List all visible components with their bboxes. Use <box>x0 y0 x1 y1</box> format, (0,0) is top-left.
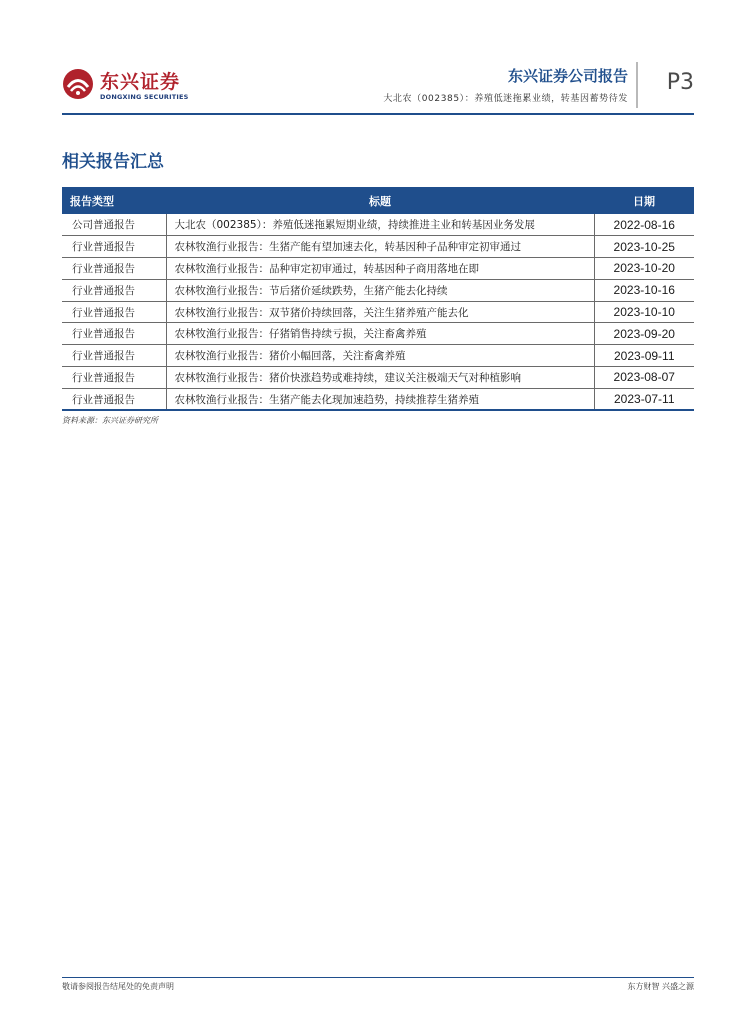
cell-report-date: 2023-09-20 <box>594 323 694 345</box>
cell-report-type: 公司普通报告 <box>62 214 166 236</box>
cell-report-type: 行业普通报告 <box>62 301 166 323</box>
cell-report-type: 行业普通报告 <box>62 345 166 367</box>
cell-report-date: 2022-08-16 <box>594 214 694 236</box>
footer-rule <box>62 977 694 978</box>
cell-report-type: 行业普通报告 <box>62 388 166 410</box>
section-title: 相关报告汇总 <box>62 152 164 172</box>
column-header-type: 报告类型 <box>62 187 166 214</box>
cell-report-title: 农林牧渔行业报告：猪价快涨趋势或难持续，建议关注极端天气对种植影响 <box>166 367 594 389</box>
cell-report-date: 2023-10-10 <box>594 301 694 323</box>
column-header-date: 日期 <box>594 187 694 214</box>
cell-report-type: 行业普通报告 <box>62 258 166 280</box>
table-row <box>62 388 694 410</box>
cell-report-title: 农林牧渔行业报告：生猪产能去化现加速趋势，持续推荐生猪养殖 <box>166 388 594 410</box>
cell-report-title: 农林牧渔行业报告：猪价小幅回落，关注畜禽养殖 <box>166 345 594 367</box>
cell-report-title: 农林牧渔行业报告：品种审定初审通过，转基因种子商用落地在即 <box>166 258 594 280</box>
table-row <box>62 236 694 258</box>
cell-report-date: 2023-10-20 <box>594 258 694 280</box>
table-row <box>62 258 694 280</box>
company-logo <box>62 66 222 108</box>
data-source-note: 资料来源：东兴证券研究所 <box>62 416 158 425</box>
table-row <box>62 345 694 367</box>
report-subtitle: 大北农（002385）：养殖低迷拖累业绩，转基因蓄势待发 <box>383 94 628 104</box>
cell-report-type: 行业普通报告 <box>62 279 166 301</box>
table-row <box>62 367 694 389</box>
cell-report-date: 2023-07-11 <box>594 388 694 410</box>
cell-report-date: 2023-08-07 <box>594 367 694 389</box>
table-header-row <box>62 187 694 214</box>
dongxing-logo-icon <box>62 68 94 100</box>
logo-chinese-name: 东兴证券 <box>100 71 181 93</box>
cell-report-title: 农林牧渔行业报告：双节猪价持续回落，关注生猪养殖产能去化 <box>166 301 594 323</box>
report-type-title: 东兴证券公司报告 <box>507 67 628 85</box>
disclaimer-note: 敬请参阅报告结尾处的免责声明 <box>62 982 174 991</box>
cell-report-date: 2023-10-25 <box>594 236 694 258</box>
table-row <box>62 323 694 345</box>
cell-report-title: 农林牧渔行业报告：节后猪价延续跌势，生猪产能去化持续 <box>166 279 594 301</box>
column-header-title: 标题 <box>166 187 594 214</box>
logo-english-name: DONGXING SECURITIES <box>100 93 189 101</box>
cell-report-title: 大北农（002385）：养殖低迷拖累短期业绩，持续推进主业和转基因业务发展 <box>166 214 594 236</box>
cell-report-title: 农林牧渔行业报告：仔猪销售持续亏损，关注畜禽养殖 <box>166 323 594 345</box>
page-number: P3 <box>666 70 694 95</box>
cell-report-date: 2023-10-16 <box>594 279 694 301</box>
cell-report-type: 行业普通报告 <box>62 367 166 389</box>
table-row <box>62 301 694 323</box>
table-row <box>62 214 694 236</box>
cell-report-date: 2023-09-11 <box>594 345 694 367</box>
page-header <box>62 60 694 116</box>
related-reports-table <box>62 187 694 411</box>
header-rule <box>62 113 694 115</box>
footer-slogan: 东方财智 兴盛之源 <box>627 982 694 991</box>
header-divider <box>636 62 638 108</box>
cell-report-type: 行业普通报告 <box>62 236 166 258</box>
cell-report-type: 行业普通报告 <box>62 323 166 345</box>
cell-report-title: 农林牧渔行业报告：生猪产能有望加速去化，转基因种子品种审定初审通过 <box>166 236 594 258</box>
table-row <box>62 279 694 301</box>
